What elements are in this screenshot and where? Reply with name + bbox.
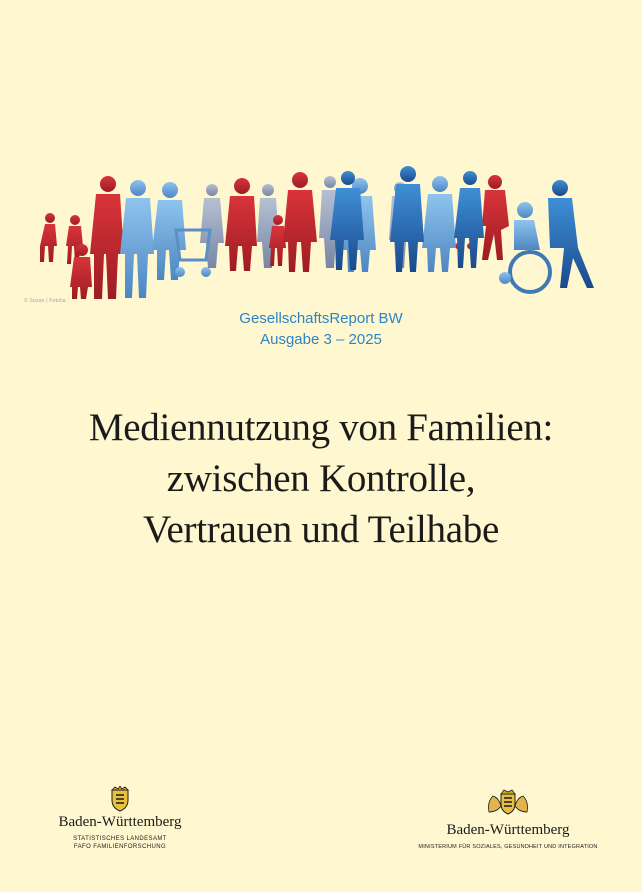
publisher-logo-ministerium xyxy=(408,786,608,851)
people-silhouettes-image xyxy=(30,160,620,310)
title-line-2: zwischen Kontrolle, xyxy=(166,457,476,500)
report-title xyxy=(20,402,622,555)
publisher-line-2: FAFO FAMILIENFORSCHUNG xyxy=(73,844,167,850)
title-line-1: Mediennutzung von Familien: xyxy=(88,406,554,449)
state-crest-icon xyxy=(109,786,131,812)
series-issue: Ausgabe 3 – 2025 xyxy=(260,331,382,348)
wordmark: Baden-Württemberg xyxy=(58,814,182,830)
publisher-line-1: MINISTERIUM FÜR SOZIALES, GESUNDHEIT UND INTEGRATION xyxy=(418,844,598,850)
publisher-logo-statistik xyxy=(40,786,200,851)
wordmark: Baden-Württemberg xyxy=(446,822,570,838)
publisher-line-1: STATISTISCHES LANDESAMT xyxy=(73,836,167,842)
photo-credit: © Sozan | Fotolia xyxy=(24,298,66,304)
title-line-3: Vertrauen und Teilhabe xyxy=(143,508,499,551)
series-name: GesellschaftsReport BW xyxy=(239,310,403,327)
coat-of-arms-icon xyxy=(483,786,533,816)
